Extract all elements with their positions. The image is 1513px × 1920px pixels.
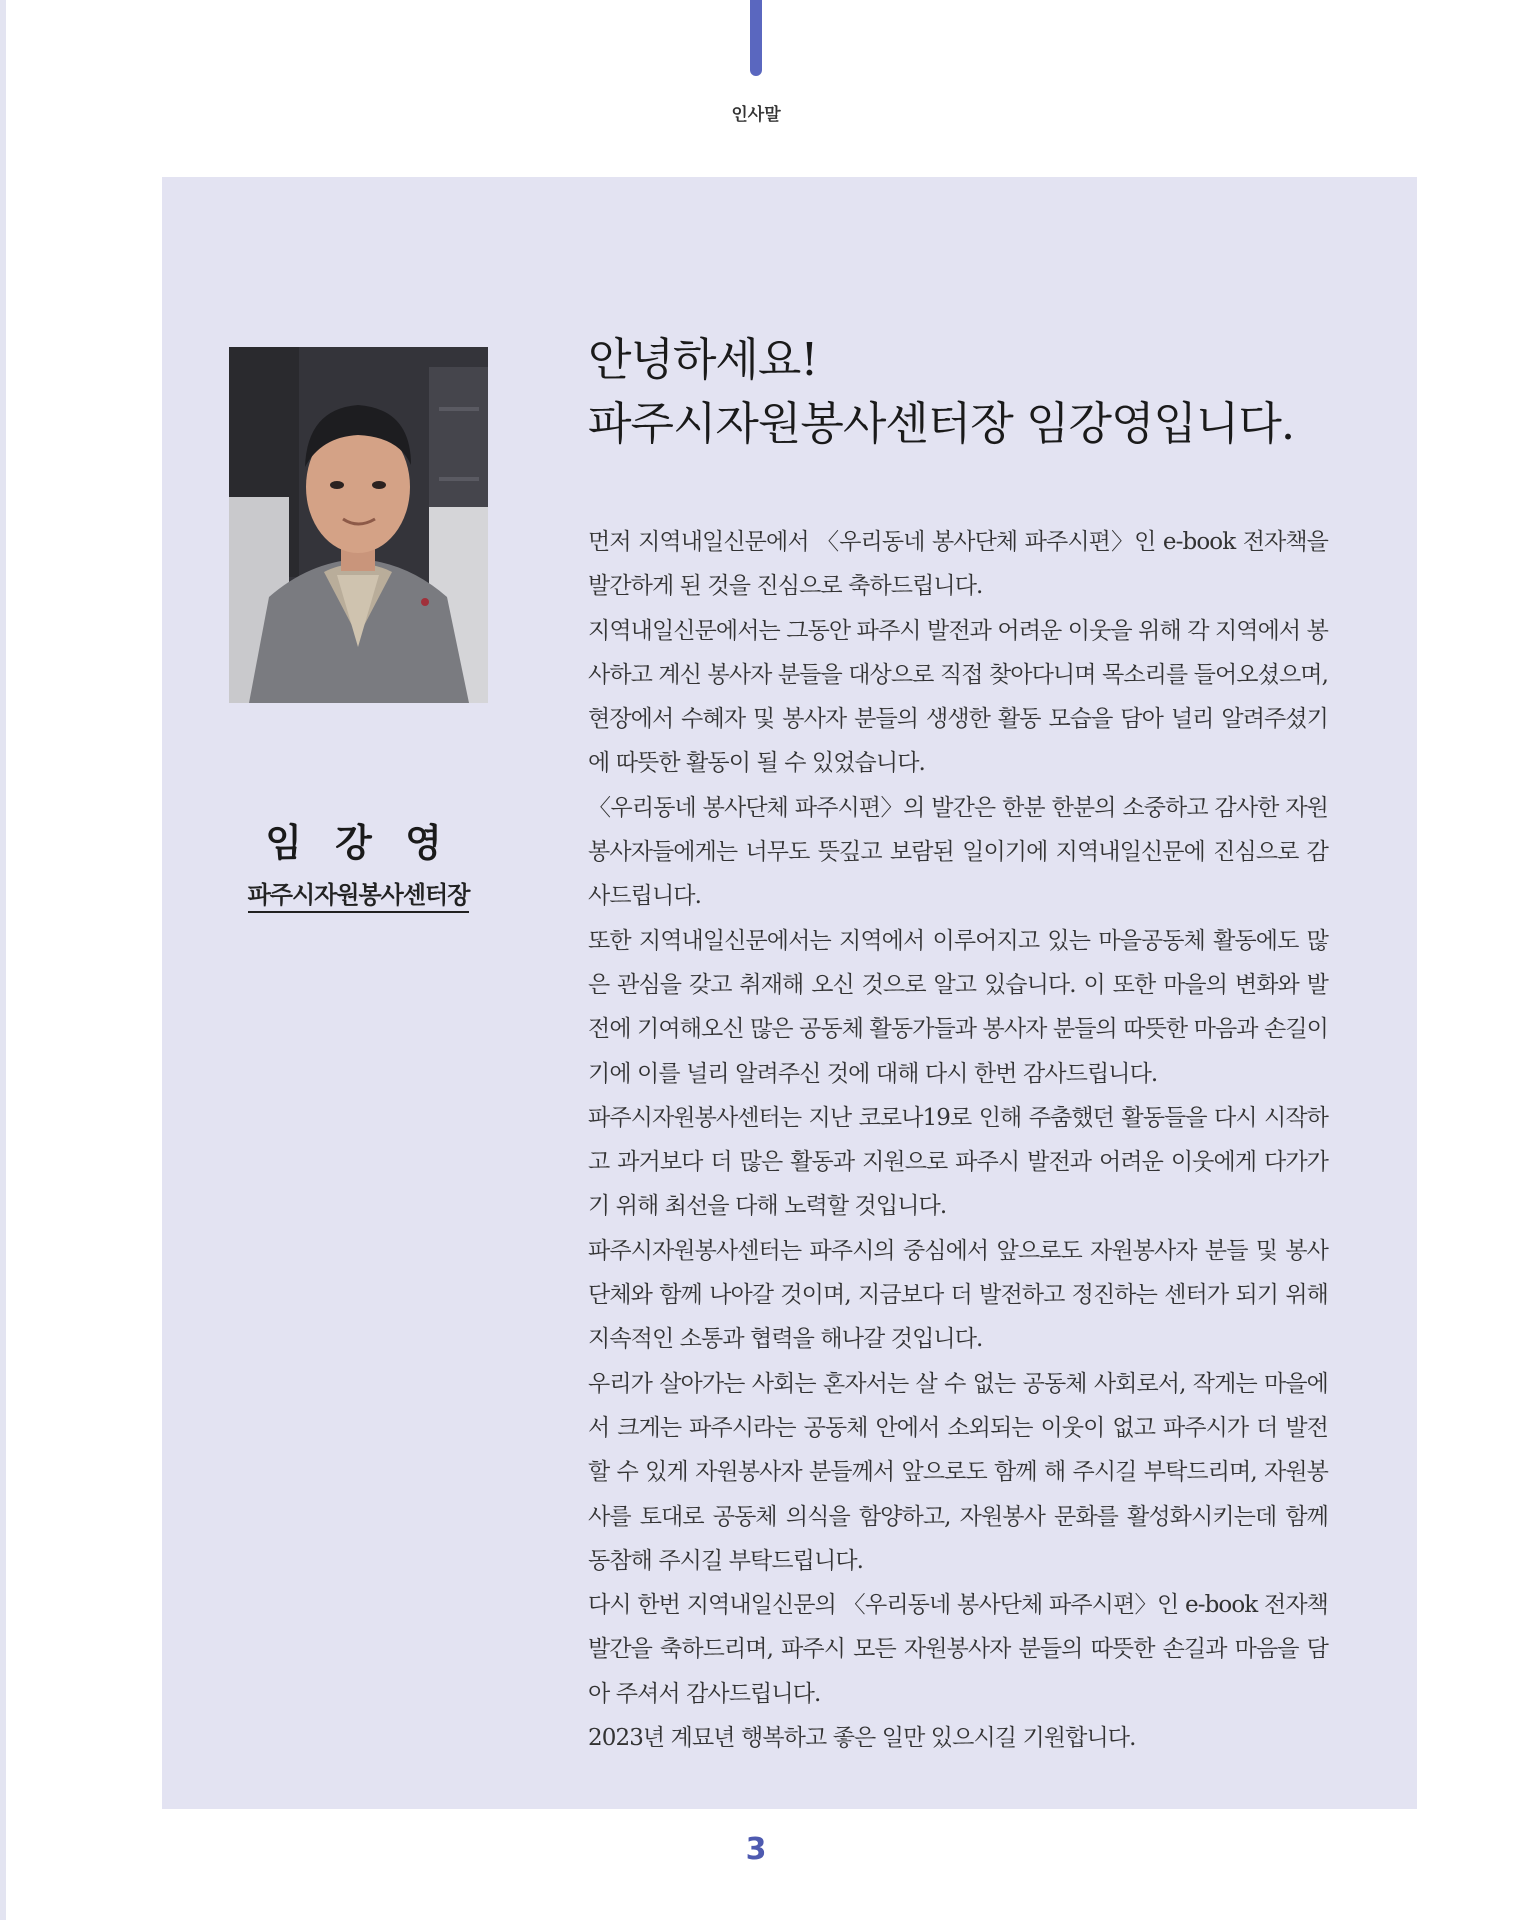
speaker-role-text: 파주시자원봉사센터장 xyxy=(248,881,470,913)
body-paragraph: 지역내일신문에서는 그동안 파주시 발전과 어려운 이웃을 위해 각 지역에서 봉사하고 계신 봉사자 분들을 대상으로 직접 찾아다니며 목소리를 들어오셨으며, 현장에서 수혜자 및 봉사자 분들의 생생한 활동 모습을 담아 널리 알려주셨기에 따뜻한 활동이 될 수 있었습니다. xyxy=(588,617,1328,777)
left-edge-rule xyxy=(0,0,6,1920)
headline-line-1: 안녕하세요! xyxy=(588,333,818,386)
portrait-illustration xyxy=(229,347,488,703)
body-paragraph: 우리가 살아가는 사회는 혼자서는 살 수 없는 공동체 사회로서, 작게는 마을에서 크게는 파주시라는 공동체 안에서 소외되는 이웃이 없고 파주시가 더 발전할 수 있게 자원봉사자 분들께서 앞으로도 함께 해 주시길 부탁드리며, 자원봉사를 토대로 공동체 의식을 함양하고, 자원봉사 문화를 활성화시키는데 함께 동참해 주시길 부탁드립니다. xyxy=(588,1370,1328,1574)
speaker-name: 임 강 영 xyxy=(265,820,452,865)
body-paragraph: 파주시자원봉사센터는 파주시의 중심에서 앞으로도 자원봉사자 분들 및 봉사단체와 함께 나아갈 것이며, 지금보다 더 발전하고 정진하는 센터가 되기 위해 지속적인 소통과 협력을 해나갈 것입니다. xyxy=(588,1237,1328,1353)
greeting-headline xyxy=(588,328,1348,456)
headline-line-2: 파주시자원봉사센터장 임강영입니다. xyxy=(588,397,1295,450)
body-paragraph: 다시 한번 지역내일신문의 〈우리동네 봉사단체 파주시편〉인 e-book 전자책 발간을 축하드리며, 파주시 모든 자원봉사자 분들의 따뜻한 손길과 마음을 담아 주셔서 감사드립니다. xyxy=(588,1592,1328,1707)
body-paragraph: 2023년 계묘년 행복하고 좋은 일만 있으시길 기원합니다. xyxy=(588,1725,1136,1752)
page-number: 3 xyxy=(745,1832,767,1867)
speaker-role xyxy=(229,875,488,910)
body-paragraph: 또한 지역내일신문에서는 지역에서 이루어지고 있는 마을공동체 활동에도 많은 관심을 갖고 취재해 오신 것으로 알고 있습니다. 이 또한 마을의 변화와 발전에 기여해오신 많은 공동체 활동가들과 봉사자 분들의 따뜻한 마음과 손길이기에 이를 널리 알려주신 것에 대해 다시 한번 감사드립니다. xyxy=(588,927,1328,1087)
section-label: 인사말 xyxy=(731,105,781,125)
section-tab-marker xyxy=(750,0,762,76)
body-paragraph: 〈우리동네 봉사단체 파주시편〉의 발간은 한분 한분의 소중하고 감사한 자원봉사자들에게는 너무도 뜻깊고 보람된 일이기에 지역내일신문에 진심으로 감사드립니다. xyxy=(588,794,1328,910)
greeting-body xyxy=(588,520,1328,1760)
body-paragraph: 먼저 지역내일신문에서 〈우리동네 봉사단체 파주시편〉인 e-book 전자책을 발간하게 된 것을 진심으로 축하드립니다. xyxy=(588,529,1328,600)
portrait-photo xyxy=(229,347,488,703)
body-paragraph: 파주시자원봉사센터는 지난 코로나19로 인해 주춤했던 활동들을 다시 시작하고 과거보다 더 많은 활동과 지원으로 파주시 발전과 어려운 이웃에게 다가가기 위해 최선을 다해 노력할 것입니다. xyxy=(588,1104,1328,1220)
